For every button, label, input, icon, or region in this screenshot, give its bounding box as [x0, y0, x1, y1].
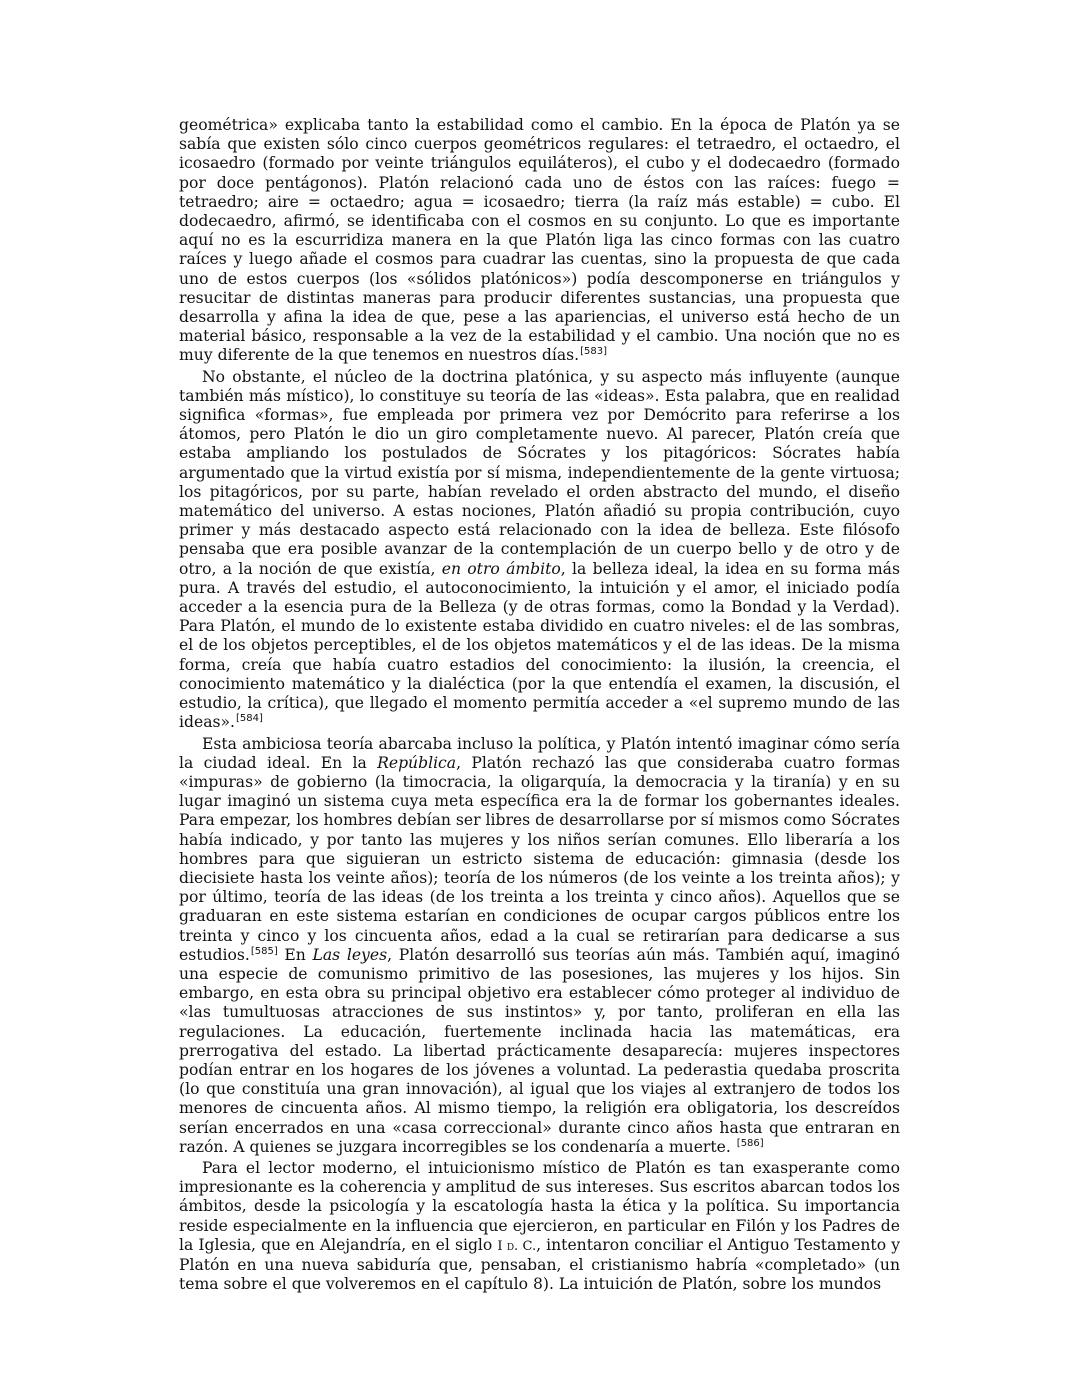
paragraph-3-text-a: Esta ambiciosa teoría abarcaba incluso la política, y Platón intentó imaginar cómo sería la ciudad ideal. En la	[179, 734, 900, 772]
paragraph-3-text-d: , Platón desarrolló sus teorías aún más. También aquí, imaginó una especie de comunismo primitivo de las posesiones, las mujeres y los hijos. Sin embargo, en esta obra su principal objetivo era establecer cómo proteger al individuo de «las tumultuosas atracciones de sus instintos» y, por tanto, proliferan en ella las regulaciones. La educación, fuertemente inclinada hacia las matemáticas, era prerrogativa del estado. La libertad prácticamente desaparecía: mujeres inspectores podían entrar en los hogares de los jóvenes a voluntad. La pederastia quedaba proscrita (lo que constituía una gran innovación), al igual que los viajes al extranjero de todos los menores de cincuenta años. Al mismo tiempo, la religión era obligatoria, los descreídos serían encerrados en una «casa correccional» durante cinco años hasta que entraran en razón. A quienes se juzgara incorregibles se los condenaría a muerte.	[179, 945, 901, 1156]
paragraph-2	[179, 368, 900, 733]
paragraph-2-emphasis: en otro ámbito	[441, 559, 561, 578]
paragraph-2-text-b: , la belleza ideal, la idea en su forma más pura. A través del estudio, el autoconocimiento, la intuición y el amor, el iniciado podía acceder a la esencia pura de la Belleza (y de otras formas, como la Bondad y la Verdad). Para Platón, el mundo de lo existente estaba dividido en cuatro niveles: el de las sombras, el de los objetos perceptibles, el de los objetos matemáticos y el de las ideas. De la misma forma, creía que había cuatro estadios del conocimiento: la ilusión, la creencia, el conocimiento matemático y la dialéctica (por la que entendía el examen, la discusión, el estudio, la crítica), que llegado el momento permitía acceder a «el supremo mundo de las ideas».	[179, 559, 900, 732]
paragraph-3-text-c: En	[277, 945, 313, 964]
footnote-ref-586[interactable]: [586]	[736, 1137, 764, 1149]
book-title-republica: República	[377, 753, 457, 772]
footnote-ref-583[interactable]: [583]	[580, 346, 607, 358]
paragraph-4-text-b: , intentaron conciliar el Antiguo Testamento y Platón en una nueva sabiduría que, pensaban, el cristianismo habría «completado» (un tema sobre el que volveremos en el capítulo 8). La intuición de Platón, sobre los mundos	[179, 1235, 900, 1294]
footnote-ref-584[interactable]: [584]	[236, 713, 263, 725]
footnote-ref-585[interactable]: [585]	[250, 945, 278, 957]
paragraph-3-text-b: , Platón rechazó las que consideraba cuatro formas «impuras» de gobierno (la timocracia, la oligarquía, la democracia y la tiranía) y en su lugar imaginó un sistema cuya meta específica era la de formar los gobernantes ideales. Para empezar, los hombres debían ser libres de desarrollarse por sí mismos como Sócrates había indicado, y por tanto las mujeres y los niños serían comunes. Ello liberaría a los hombres para que siguieran un estricto sistema de educación: gimnasia (desde los diecisiete hasta los veinte años); teoría de los números (de los veinte a los treinta años); y por último, teoría de las ideas (de los treinta a los treinta y cinco años). Aquellos que se graduaran en este sistema estarían en condiciones de ocupar cargos públicos entre los treinta y cinco y los cincuenta años, edad a la cual se retirarían para dedicarse a sus estudios.	[179, 753, 900, 964]
book-title-las-leyes: Las leyes	[312, 945, 388, 964]
paragraph-4	[179, 1159, 900, 1294]
page-body	[179, 116, 900, 1296]
paragraph-4-text-a: Para el lector moderno, el intuicionismo místico de Platón es tan exasperante como impresionante es la coherencia y amplitud de sus intereses. Sus escritos abarcan todos los ámbitos, desde la psicología y la escatología hasta la ética y la política. Su importancia reside especialmente en la influencia que ejercieron, en particular en Filón y los Padres de la Iglesia, que en Alejandría, en el siglo	[179, 1158, 900, 1254]
paragraph-1-text: geométrica» explicaba tanto la estabilidad como el cambio. En la época de Platón ya se sabía que existen sólo cinco cuerpos geométricos regulares: el tetraedro, el octaedro, el icosaedro (formado por veinte triángulos equiláteros), el cubo y el dodecaedro (formado por doce pentágonos). Platón relacionó cada uno de éstos con las raíces: fuego = tetraedro; aire = octaedro; agua = icosaedro; tierra (la raíz más estable) = cubo. El dodecaedro, afirmó, se identificaba con el cosmos en su conjunto. Lo que es importante aquí no es la escurridiza manera en la que Platón liga las cinco formas con las cuatro raíces y luego añade el cosmos para cuadrar las cuentas, sino la propuesta de que cada uno de estos cuerpos (los «sólidos platónicos») podía descomponerse en triángulos y resucitar de distintas maneras para producir diferentes sustancias, una propuesta que desarrolla y afina la idea de que, pese a las apariencias, el universo está hecho de un material básico, responsable a la vez de la estabilidad y el cambio. Una noción que no es muy diferente de la que tenemos en nuestros días.	[179, 116, 900, 365]
paragraph-3	[179, 735, 900, 1157]
century-small-caps: I d. C.	[497, 1238, 537, 1254]
paragraph-1	[179, 116, 900, 366]
paragraph-2-text-a: No obstante, el núcleo de la doctrina platónica, y su aspecto más influyente (aunque también más místico), lo constituye su teoría de las «ideas». Esta palabra, que en realidad significa «formas», fue empleada por primera vez por Demócrito para referirse a los átomos, pero Platón le dio un giro completamente nuevo. Al parecer, Platón creía que estaba ampliando los postulados de Sócrates y los pitagóricos: Sócrates había argumentado que la virtud existía por sí misma, independientemente de la gente virtuosa; los pitagóricos, por su parte, habían revelado el orden abstracto del mundo, el diseño matemático del universo. A estas nociones, Platón añadió su propia contribución, cuyo primer y más destacado aspecto está relacionado con la idea de belleza. Este filósofo pensaba que era posible avanzar de la contemplación de un cuerpo bello y de otro y de otro, a la noción de que existía,	[179, 367, 900, 578]
